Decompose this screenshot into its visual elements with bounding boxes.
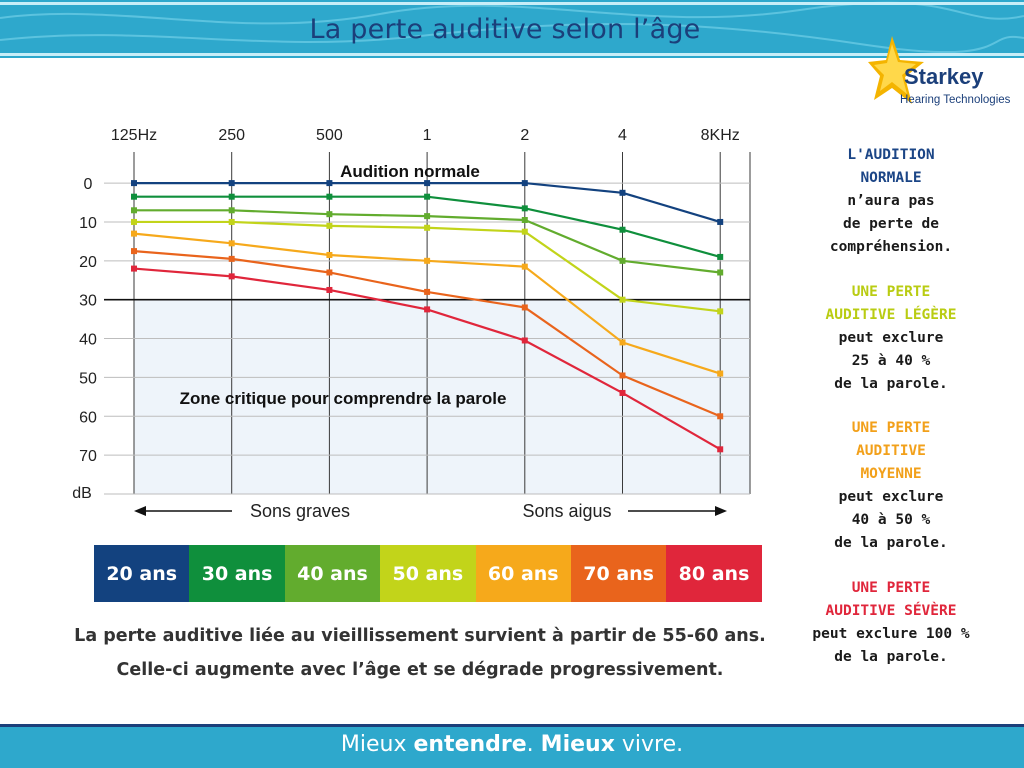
data-point — [131, 231, 137, 237]
side-note-text: 40 à 50 % — [851, 512, 931, 528]
starkey-logo — [868, 34, 1018, 118]
side-note-text: de la parole. — [834, 649, 948, 665]
side-note-heading: AUDITIVE — [856, 443, 926, 459]
data-point — [522, 304, 528, 310]
data-point — [424, 289, 430, 295]
data-point — [717, 254, 723, 260]
data-point — [326, 223, 332, 229]
high-sounds-arrow — [628, 506, 727, 516]
y-tick-label: 70 — [79, 448, 97, 466]
data-point — [717, 446, 723, 452]
legend-item: 20 ans — [94, 545, 189, 602]
x-tick-label: 500 — [316, 127, 343, 144]
data-point — [229, 180, 235, 186]
data-point — [522, 217, 528, 223]
y-tick-label: 10 — [79, 214, 97, 232]
data-point — [522, 337, 528, 343]
side-note-light — [796, 281, 986, 396]
data-point — [229, 219, 235, 225]
side-note-heading: MOYENNE — [860, 466, 922, 482]
side-note-heading: AUDITIVE LÉGÈRE — [825, 307, 957, 323]
data-point — [522, 264, 528, 270]
data-point — [326, 269, 332, 275]
y-tick-label: 40 — [79, 331, 97, 349]
caption-line-1: La perte auditive liée au vieillissement survient à partir de 55-60 ans. — [74, 626, 766, 646]
data-point — [424, 258, 430, 264]
data-point — [326, 287, 332, 293]
annotation-critical: Zone critique pour comprendre la parole — [179, 389, 507, 408]
data-point — [717, 219, 723, 225]
data-point — [717, 413, 723, 419]
data-point — [326, 211, 332, 217]
side-note-heading: UNE PERTE — [851, 580, 931, 596]
data-point — [131, 266, 137, 272]
data-point — [424, 306, 430, 312]
x-tick-label: 8KHz — [700, 127, 740, 144]
caption-line-2: Celle-ci augmente avec l’âge et se dégrade progressivement. — [116, 660, 724, 680]
side-note-text: peut exclure — [838, 330, 944, 346]
audiogram-chart — [0, 110, 790, 530]
y-axis-label: dB — [72, 485, 92, 502]
side-note-heading: L'AUDITION — [847, 147, 935, 163]
side-note-heading: UNE PERTE — [851, 284, 931, 300]
legend-item: 30 ans — [189, 545, 284, 602]
data-point — [620, 390, 626, 396]
y-tick-label: 50 — [79, 370, 97, 388]
data-point — [620, 372, 626, 378]
data-point — [131, 207, 137, 213]
data-point — [717, 308, 723, 314]
data-point — [326, 194, 332, 200]
page-title: La perte auditive selon l’âge — [309, 14, 701, 45]
data-point — [131, 219, 137, 225]
x-tick-label: 125Hz — [110, 127, 158, 144]
data-point — [424, 194, 430, 200]
side-note-text: de perte de — [842, 216, 940, 232]
y-tick-label: 20 — [79, 253, 97, 271]
annotation-low-sounds: Sons graves — [249, 501, 351, 521]
data-point — [326, 252, 332, 258]
y-tick-label: 30 — [79, 292, 97, 310]
x-tick-labels — [111, 127, 740, 144]
data-point — [717, 269, 723, 275]
x-tick-label: 2 — [520, 127, 530, 144]
side-note-severe — [796, 577, 986, 669]
data-point — [522, 180, 528, 186]
data-point — [229, 256, 235, 262]
legend-item: 60 ans — [476, 545, 571, 602]
side-note-heading: AUDITIVE SÉVÈRE — [825, 603, 957, 619]
side-note-text: peut exclure — [838, 489, 944, 505]
side-note-text: n’aura pas — [847, 193, 935, 209]
data-point — [620, 258, 626, 264]
annotation-high-sounds: Sons aigus — [522, 501, 612, 521]
data-point — [131, 180, 137, 186]
data-point — [620, 190, 626, 196]
side-note-moderate — [796, 417, 986, 555]
logo-subtitle: Hearing Technologies — [900, 94, 1011, 106]
data-point — [522, 229, 528, 235]
side-note-heading: NORMALE — [860, 170, 922, 186]
side-note-normal — [796, 144, 986, 259]
annotation-normal: Audition normale — [340, 162, 480, 181]
footer-band — [0, 724, 1024, 768]
legend-item: 80 ans — [666, 545, 761, 602]
logo-name: Starkey — [904, 64, 984, 89]
data-point — [229, 194, 235, 200]
legend-item: 40 ans — [285, 545, 380, 602]
data-point — [229, 273, 235, 279]
x-tick-label: 1 — [422, 127, 432, 144]
data-point — [522, 205, 528, 211]
data-point — [131, 194, 137, 200]
side-note-text: 25 à 40 % — [851, 353, 931, 369]
data-point — [424, 213, 430, 219]
data-point — [620, 297, 626, 303]
data-point — [229, 207, 235, 213]
x-tick-label: 250 — [218, 127, 246, 144]
age-legend — [94, 545, 762, 602]
data-point — [717, 371, 723, 377]
legend-item: 70 ans — [571, 545, 666, 602]
side-note-text: de la parole. — [834, 376, 948, 392]
side-note-heading: UNE PERTE — [851, 420, 931, 436]
y-tick-labels — [79, 176, 97, 465]
side-note-text: de la parole. — [834, 535, 948, 551]
data-point — [229, 240, 235, 246]
legend-item: 50 ans — [380, 545, 475, 602]
data-point — [326, 180, 332, 186]
data-point — [424, 225, 430, 231]
y-tick-label: 60 — [79, 409, 97, 427]
x-tick-label: 4 — [618, 127, 627, 144]
data-point — [620, 227, 626, 233]
data-point — [131, 248, 137, 254]
side-note-text: compréhension. — [829, 239, 953, 255]
side-note-text: peut exclure 100 % — [812, 626, 970, 642]
y-tick-label: 0 — [83, 176, 93, 194]
low-sounds-arrow — [134, 506, 232, 516]
data-point — [620, 339, 626, 345]
footer-slogan: Mieux entendre. Mieux vivre. — [340, 732, 684, 757]
